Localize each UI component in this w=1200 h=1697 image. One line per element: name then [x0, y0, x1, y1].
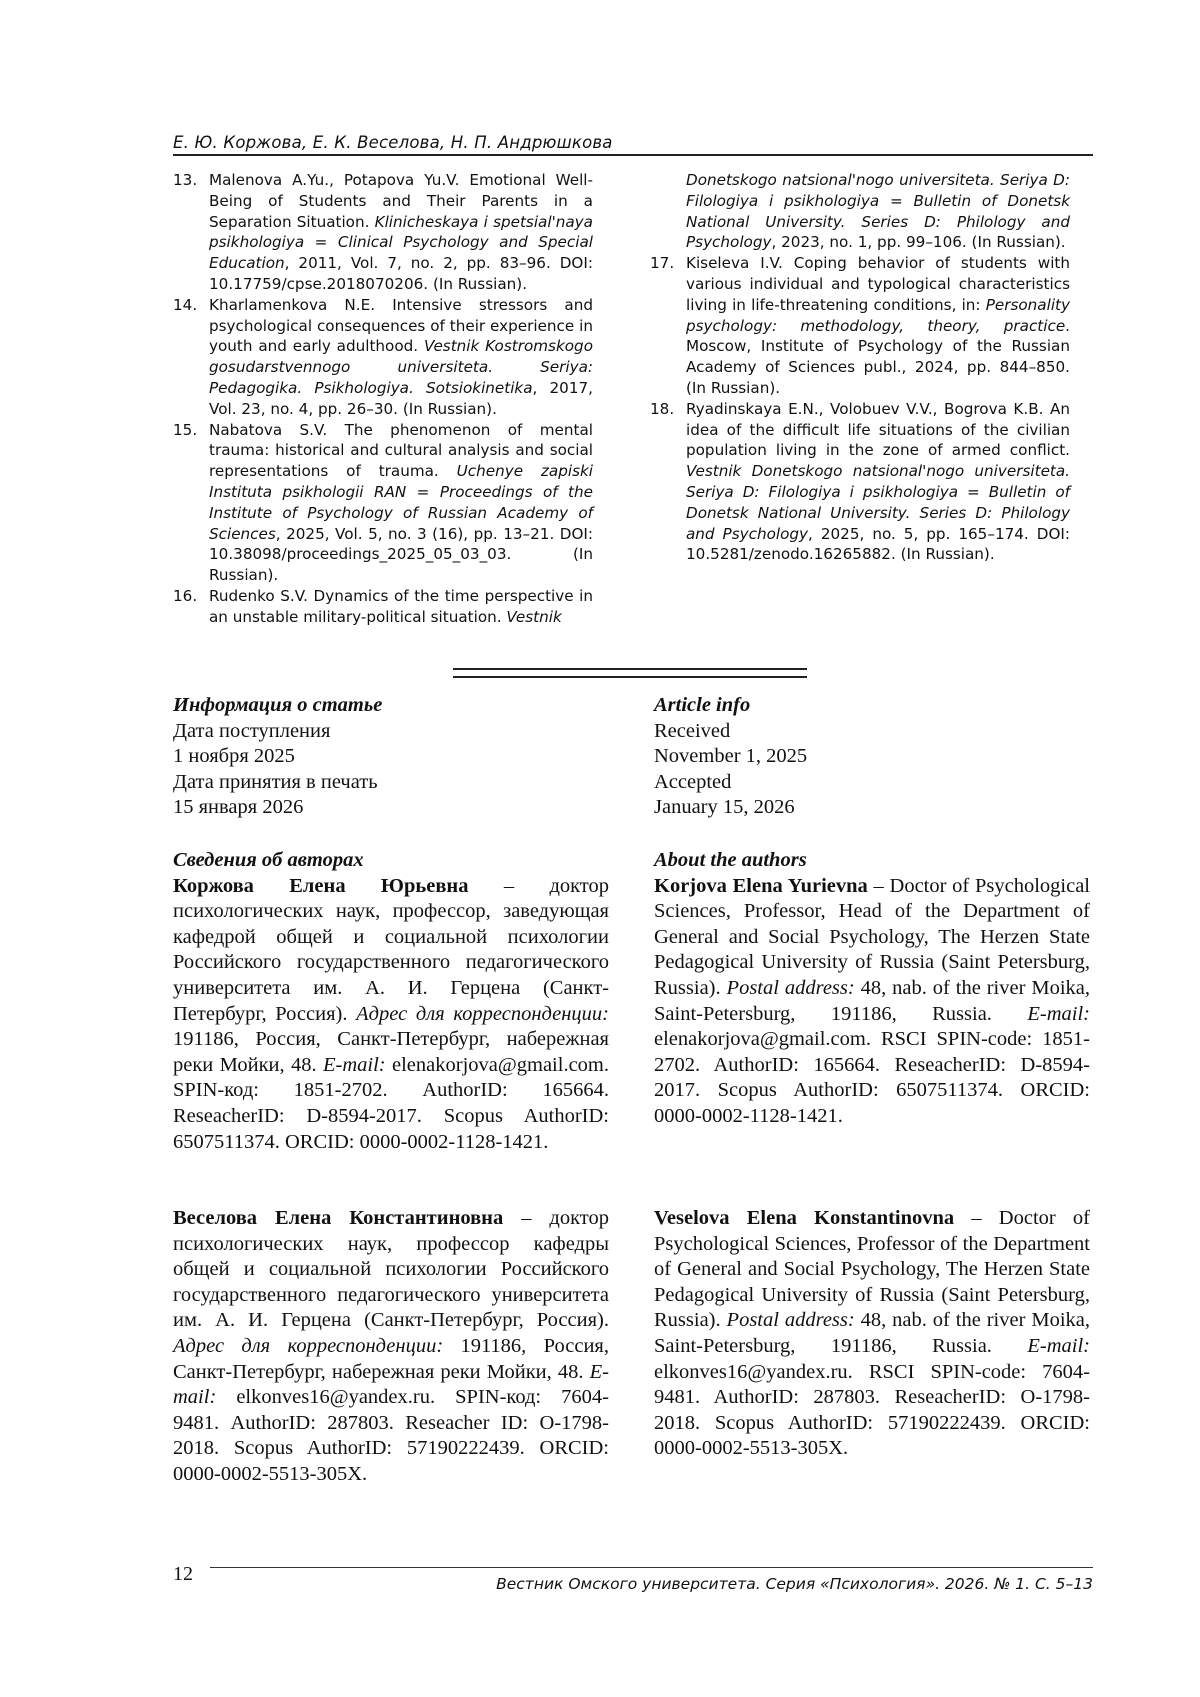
reference-number: 13. — [173, 171, 198, 189]
reference-item — [173, 586, 593, 628]
received-label: Дата поступления — [173, 719, 331, 742]
reference-text: Ryadinskaya E.N., Volobuev V.V., Bogrova K.B. An idea of the difficult life situations of the civilian population living in the zone of armed conflict. Vestnik Donetskogo natsional'nogo universiteta. Seriya D: Filologiya i psikhologiya = Bulletin of Donetsk National University. Series D: Philology and Psychology, 2025, no. 5, pp. 165–174. DOI: 10.5281/zenodo.16265882. (In Russian). — [686, 399, 1070, 564]
reference-item — [173, 420, 593, 586]
authors-heading: About the authors — [654, 849, 807, 871]
reference-number: 16. — [173, 586, 198, 605]
reference-number: 14. — [173, 295, 198, 314]
journal-citation: Вестник Омского университета. Серия «Психология». 2026. № 1. С. 5–13 — [496, 1575, 1093, 1593]
reference-item-continued — [650, 170, 1070, 253]
accepted-date: January 15, 2026 — [654, 796, 795, 819]
footer-rule — [210, 1567, 1093, 1568]
reference-item — [173, 170, 593, 295]
reference-item — [173, 295, 593, 420]
section-divider — [453, 668, 807, 678]
authors-heading: Сведения об авторах — [173, 849, 364, 871]
article-info-heading: Article info — [654, 694, 751, 716]
authors-ru — [173, 848, 609, 1155]
authors-ru-second — [173, 1206, 609, 1488]
accepted-label: Accepted — [654, 770, 732, 793]
page-number: 12 — [173, 1563, 193, 1585]
reference-text: Kharlamenkova N.E. Intensive stressors and psychological consequences of their experience in youth and early adulthood. Vestnik Kostromskogo gosudarstvennogo universiteta. Seriya: Pedagogika. Psikhologiya. Sotsiokinetika, 2017, Vol. 23, no. 4, pp. 26–30. (In Russian). — [209, 295, 593, 418]
received-label: Received — [654, 719, 731, 742]
accepted-label: Дата принятия в печать — [173, 770, 378, 793]
reference-item — [650, 253, 1070, 399]
authors-en-second — [654, 1206, 1090, 1462]
reference-number: 15. — [173, 420, 198, 439]
header-rule — [173, 154, 1093, 156]
reference-text: Rudenko S.V. Dynamics of the time perspective in an unstable military-political situation. Vestnik — [209, 586, 593, 626]
author-bio: Веселова Елена Константиновна – доктор психологических наук, профессор кафедры общей и социальной психологии Российского государственного педагогического университета им. А. И. Герцена (Санкт-Петербург, Россия). Адрес для корреспонденции: 191186, Россия, Санкт-Петербург, набережная реки Мойки, 48. E-mail: elkonves16@yandex.ru. SPIN-код: 7604-9481. AuthorID: 287803. Reseacher ID: O-1798-2018. Scopus AuthorID: 57190222439. ORCID: 0000-0002-5513-305X. — [173, 1207, 609, 1485]
reference-text: Kiseleva I.V. Coping behavior of students with various individual and typological characteristics living in life-threatening conditions, in: Personality psychology: methodology, theory, practice. Moscow, Institute of Psychology of the Russian Academy of Sciences publ., 2024, pp. 844–850. (In Russian). — [686, 254, 1070, 397]
reference-text: Donetskogo natsional'nogo universiteta. Seriya D: Filologiya i psikhologiya = Bulletin of Donetsk National University. Series D: Philology and Psychology, 2023, no. 1, pp. 99–106. (In Russian). — [686, 171, 1070, 252]
references-left-column — [173, 170, 593, 628]
reference-number: 18. — [650, 399, 675, 418]
reference-text: Malenova A.Yu., Potapova Yu.V. Emotional Well-Being of Students and Their Parents in a Separation Situation. Klinicheskaya i spetsial'naya psikhologiya = Clinical Psychology and Special Education, 2011, Vol. 7, no. 2, pp. 83–96. DOI: 10.17759/cpse.2018070206. (In Russian). — [209, 171, 593, 293]
running-head-authors: Е. Ю. Коржова, Е. К. Веселова, Н. П. Андрюшкова — [173, 133, 613, 152]
reference-item — [650, 399, 1070, 565]
article-info-heading: Информация о статье — [173, 694, 383, 716]
author-bio: Коржова Елена Юрьевна – доктор психологических наук, профессор, заведующая кафедрой общей и социальной психологии Российского государственного педагогического университета им. А. И. Герцена (Санкт-Петербург, Россия). Адрес для корреспонденции: 191186, Россия, Санкт-Петербург, набережная реки Мойки, 48. E-mail: elenakorjova@gmail.com. SPIN-код: 1851-2702. AuthorID: 165664. ReseacherID: D-8594-2017. Scopus AuthorID: 6507511374. ORCID: 0000-0002-1128-1421. — [173, 874, 609, 1153]
reference-text: Nabatova S.V. The phenomenon of mental trauma: historical and cultural analysis and social representations of trauma. Uchenye zapiski Instituta psikhologii RAN = Proceedings of the Institute of Psychology of Russian Academy of Sciences, 2025, Vol. 5, no. 3 (16), pp. 13–21. DOI: 10.38098/proceedings_2025_05_03_03. (In Russian). — [209, 420, 593, 585]
received-date: November 1, 2025 — [654, 745, 808, 768]
author-bio: Korjova Elena Yurievna – Doctor of Psychological Sciences, Professor, Head of the Department of General and Social Psychology, The Herzen State Pedagogical University of Russia (Saint Petersburg, Russia). Postal address: 48, nab. of the river Moika, Saint-Petersburg, 191186, Russia. E-mail: elenakorjova@gmail.com. RSCI SPIN-code: 1851-2702. AuthorID: 165664. ReseacherID: D-8594-2017. Scopus AuthorID: 6507511374. ORCID: 0000-0002-1128-1421. — [654, 874, 1090, 1127]
accepted-date: 15 января 2026 — [173, 796, 304, 819]
reference-number: 17. — [650, 254, 675, 273]
authors-en — [654, 848, 1090, 1130]
references-right-column — [650, 170, 1070, 565]
received-date: 1 ноября 2025 — [173, 745, 295, 768]
article-info-en — [654, 693, 1090, 821]
article-info-ru — [173, 693, 609, 821]
author-bio: Veselova Elena Konstantinovna – Doctor of Psychological Sciences, Professor of the Department of General and Social Psychology, The Herzen State Pedagogical University of Russia (Saint Petersburg, Russia). Postal address: 48, nab. of the river Moika, Saint-Petersburg, 191186, Russia. E-mail: elkonves16@yandex.ru. RSCI SPIN-code: 7604-9481. AuthorID: 287803. ReseacherID: O-1798-2018. Scopus AuthorID: 57190222439. ORCID: 0000-0002-5513-305X. — [654, 1207, 1090, 1460]
